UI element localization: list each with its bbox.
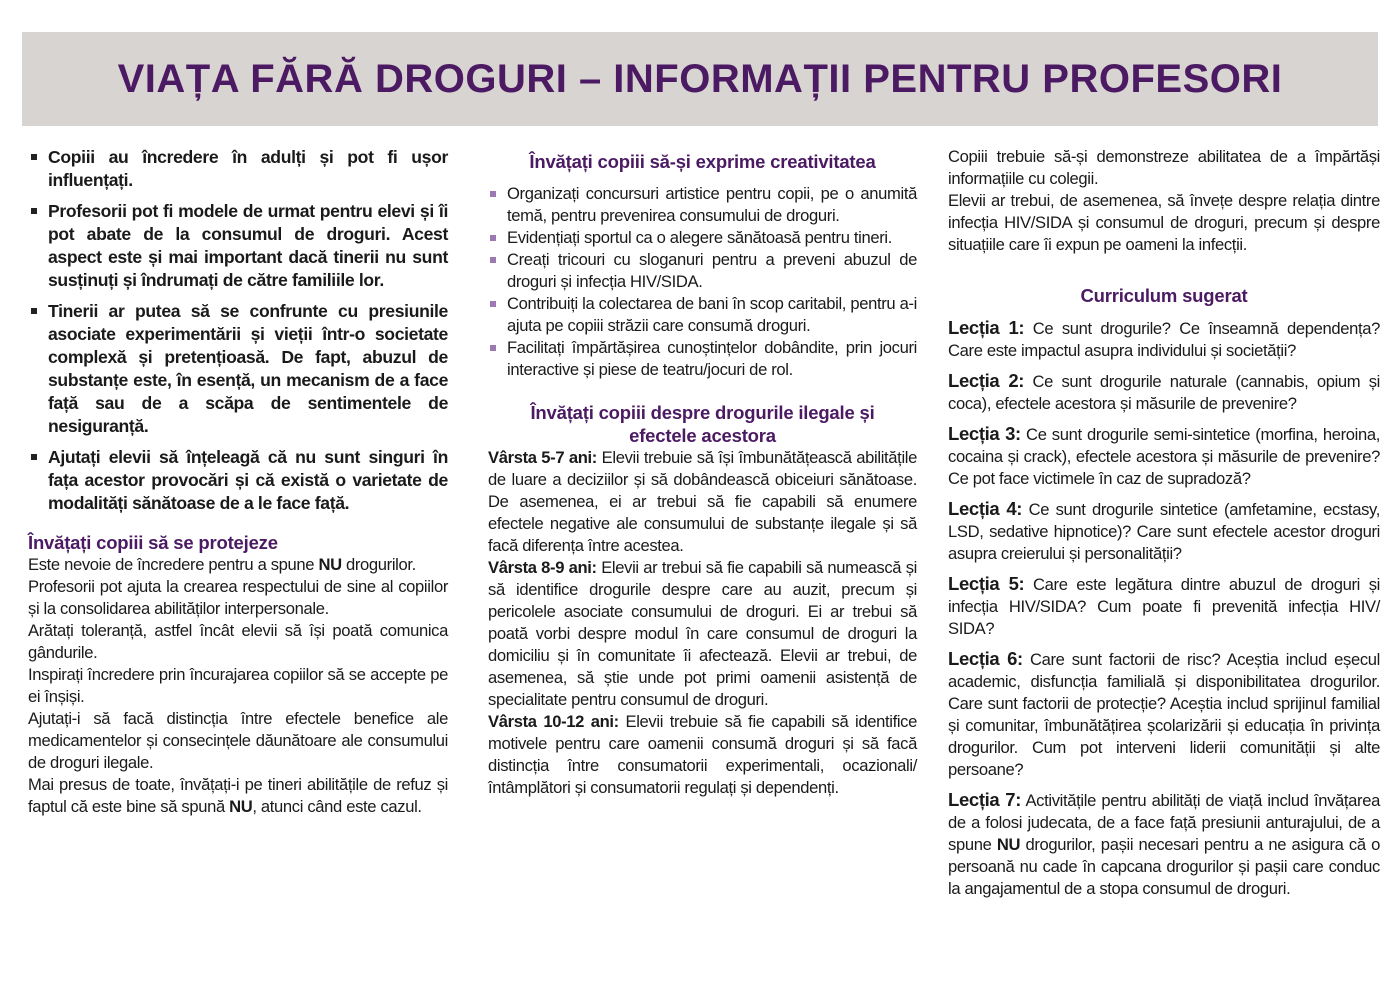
text: Care sunt factorii de risc? Aceștia includ eșecul academic, disfuncția familială și disponibilitatea drogurilor. Care sunt factorii de protecție? Aceștia includ sprijinul familial și comunitar, îmbunătățirea școlarizării și educația în privința drogurilor. Cum pot interveni liderii comunității și alte persoane? [948, 650, 1380, 779]
lesson-item [948, 789, 1380, 900]
list-item: Ajutați elevii să înțeleagă că nu sunt singuri în fața acestor provocări și că există o varietate de modalități sănătoase de a le face față. [28, 446, 448, 515]
lesson-label: Lecția 6: [948, 648, 1023, 669]
list-item: Copiii au încredere în adulți și pot fi ușor influențați. [28, 146, 448, 192]
text: Ce sunt drogurile sintetice (amfetamine, ecstasy, LSD, sedative hipnotice)? Care sunt efectele acestor droguri asupra creierului și personalității? [948, 500, 1380, 563]
section-heading: Învățați copiii despre drogurile ilegale și efectele acestora [530, 402, 875, 446]
list-item: Contribuiți la colectarea de bani în scop caritabil, pentru a-i ajuta pe copiii străzii care consumă droguri. [488, 293, 917, 337]
column-middle [488, 146, 917, 799]
text: Elevii trebuie să își îmbunătățească abilitățile de luare a deciziilor și să dobândească obiceiuri sănătoase. De asemenea, ei ar trebui să fie capabili să enumere efectele negative ale consumului de substanțe ilegale și să facă diferența între acestea. [488, 448, 917, 555]
text: Ce sunt drogurile? Ce înseamnă dependența? Care este impactul asupra individului și societății? [948, 319, 1380, 360]
lesson-label: Lecția 1: [948, 317, 1025, 338]
age-label: Vârsta 5-7 ani: [488, 448, 597, 467]
lesson-item [948, 317, 1380, 362]
page-title: VIAȚA FĂRĂ DROGURI – INFORMAȚII PENTRU PROFESORI [117, 56, 1283, 101]
lesson-label: Lecția 4: [948, 498, 1023, 519]
creativity-list [488, 183, 917, 381]
title-banner [22, 32, 1378, 126]
list-item: Organizați concursuri artistice pentru copii, pe o anumită temă, pentru prevenirea consumului de droguri. [488, 183, 917, 227]
list-item: Evidențiați sportul ca o alegere sănătoasă pentru tineri. [488, 227, 917, 249]
list-item: Profesorii pot fi modele de urmat pentru elevi și îi pot abate de la consumul de droguri. Acest aspect este și mai important dacă tinerii nu sunt susținuți și îndrumați de către familiile lor. [28, 200, 448, 292]
paragraph: Elevii ar trebui, de asemenea, să învețe despre relația dintre infecția HIV/SIDA și consumul de droguri, precum și despre situațiile care îi expun pe oameni la infecții. [948, 191, 1380, 254]
paragraph: Ajutați-i să facă distincția între efectele benefice ale medicamentelor și consecințele dăunătoare ale consumului de droguri ilegale. [28, 709, 448, 772]
lesson-item [948, 573, 1380, 640]
section-heading: Învățați copiii să-și exprime creativitatea [529, 151, 876, 172]
text: drogurilor. [341, 555, 416, 574]
list-item: Tinerii ar putea să se confrunte cu presiunile asociate experimentării și vieții într-o societate complexă și pretențioasă. De fapt, abuzul de substanțe este, în esență, un mecanism de a face față sau de a scăpa de sentimentele de nesiguranță. [28, 300, 448, 438]
section-heading: Curriculum sugerat [1080, 285, 1248, 306]
emphasis: NU [318, 555, 342, 574]
lesson-label: Lecția 7: [948, 789, 1022, 810]
key-points-list [28, 146, 448, 515]
lesson-item [948, 498, 1380, 565]
paragraph [28, 554, 448, 576]
text: Elevii ar trebui să fie capabili să numească și să identifice drogurile despre care au auzit, precum și pericolele asociate consumului de droguri. Ei ar trebui să poată vorbi despre modul în care consumul de droguri la domiciliu și în comunitate îi afectează. Elevii ar trebui, de asemenea, să știe unde pot primi oamenii asistență de specialitate pentru consumul de droguri. [488, 558, 917, 709]
age-paragraph [488, 447, 917, 557]
column-right [948, 146, 1380, 908]
list-item: Facilitați împărtășirea cunoștințelor dobândite, prin jocuri interactive și piese de teatru/jocuri de rol. [488, 337, 917, 381]
lesson-label: Lecția 2: [948, 370, 1025, 391]
text: Ce sunt drogurile naturale (cannabis, opium și coca), efectele acestora și măsurile de prevenire? [948, 372, 1380, 413]
text: drogurilor, pașii necesari pentru a ne asigura că o persoană nu cade în capcana drogurilor și pașii care conduc la angajamentul de a stopa consumul de droguri. [948, 835, 1380, 898]
lesson-item [948, 648, 1380, 781]
text: Mai presus de toate, învățați-i pe tineri abilitățile de refuz și faptul că este bine să spună [28, 775, 448, 816]
text: Ce sunt drogurile semi-sintetice (morfina, heroina, cocaina și crack), efectele acestora și măsurile de prevenire? Ce pot face victimele în caz de supradoză? [948, 425, 1380, 488]
emphasis: NU [996, 835, 1021, 854]
paragraph: Profesorii pot ajuta la crearea respectului de sine al copiilor și la consolidarea abilităților interpersonale. [28, 577, 448, 618]
text: Activitățile pentru abilități de viață includ învățarea de a folosi judecata, de a face față presiunii anturajului, de a spune [948, 791, 1380, 854]
lesson-label: Lecția 5: [948, 573, 1025, 594]
age-paragraph [488, 711, 917, 799]
text: Elevii trebuie să fie capabili să identifice motivele pentru care oamenii consumă droguri și să facă distincția între consumatorii experimentali, ocazionali/întâmplători și consumatorii regulați și dependenți. [488, 712, 917, 797]
paragraph: Arătați toleranță, astfel încât elevii să își poată comunica gândurile. [28, 621, 448, 662]
age-label: Vârsta 8-9 ani: [488, 558, 597, 577]
text: Care este legătura dintre abuzul de droguri și infecția HIV/SIDA? Cum poate fi prevenită infecția HIV/ SIDA? [948, 575, 1380, 638]
paragraph: Copiii trebuie să-și demonstreze abilitatea de a împărtăși informațiile cu colegii. [948, 147, 1380, 188]
age-label: Vârsta 10-12 ani: [488, 712, 619, 731]
column-left [28, 146, 448, 818]
lesson-label: Lecția 3: [948, 423, 1021, 444]
text: , atunci când este cazul. [252, 797, 422, 816]
section-heading: Învățați copiii să se protejeze [28, 532, 278, 553]
emphasis: NU [229, 797, 253, 816]
lesson-item [948, 423, 1380, 490]
text: Este nevoie de încredere pentru a spune [28, 555, 319, 574]
paragraph: Inspirați încredere prin încurajarea copiilor să se accepte pe ei înșiși. [28, 665, 448, 706]
list-item: Creați tricouri cu sloganuri pentru a preveni abuzul de droguri și infecția HIV/SIDA. [488, 249, 917, 293]
paragraph [28, 774, 448, 818]
age-paragraph [488, 557, 917, 711]
lesson-item [948, 370, 1380, 415]
